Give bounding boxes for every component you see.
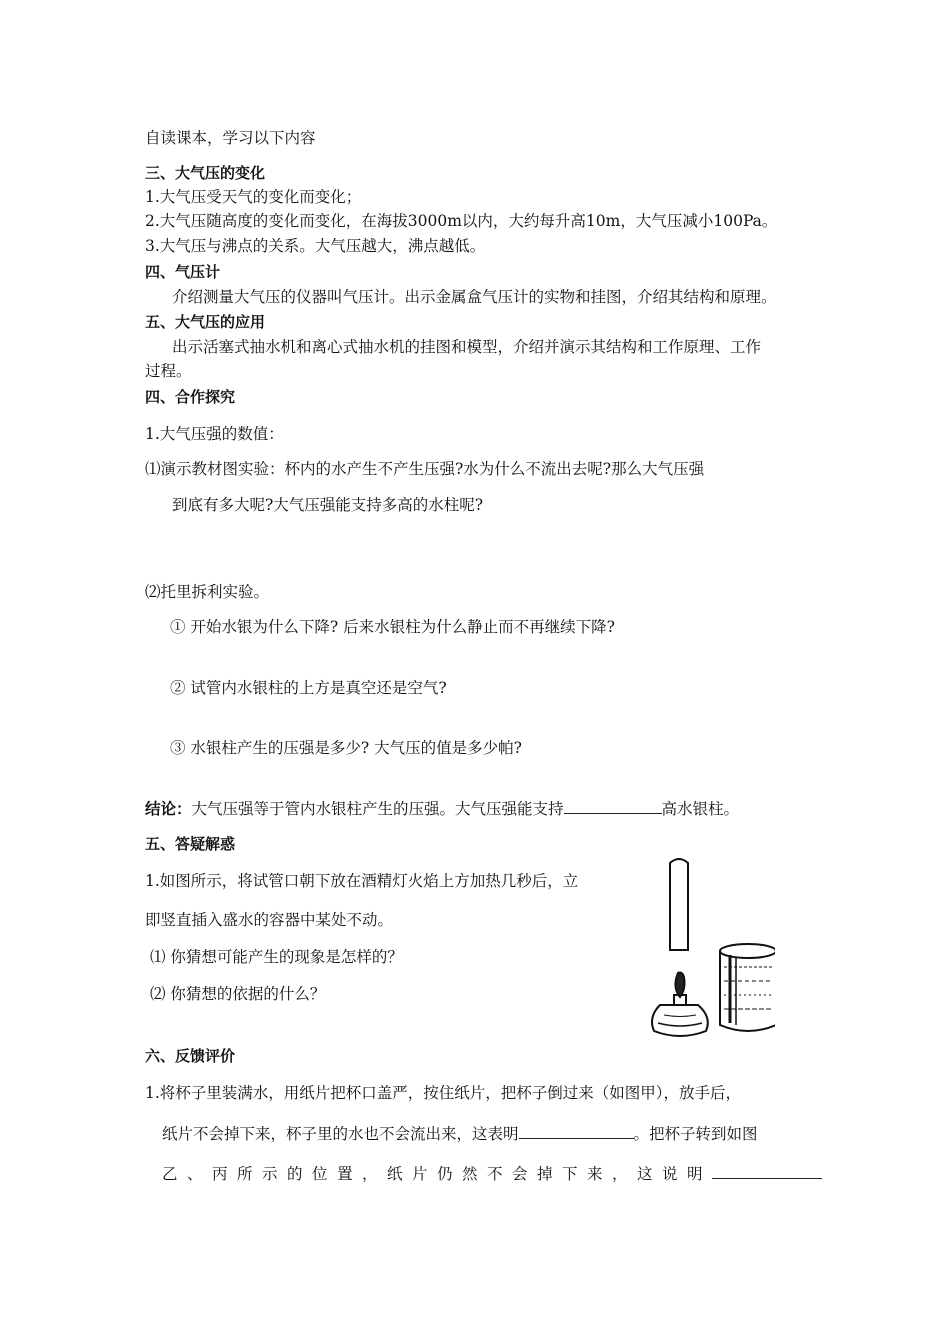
inquiry-p1-line-1: ⑴演示教材图实验：杯内的水产生不产生压强?水为什么不流出去呢?那么大气压强 (145, 460, 705, 478)
conclusion-text: 大气压强等于管内水银柱产生的压强。大气压强能支持 (191, 800, 564, 818)
section-4-text: 介绍测量大气压的仪器叫气压计。出示金属盒气压计的实物和挂图，介绍其结构和原理。 (172, 288, 777, 306)
torricelli-question-3: ③ 水银柱产生的压强是多少? 大气压的值是多少帕? (170, 739, 522, 757)
feedback-line-2 (162, 1124, 758, 1144)
section-5-text-line-2: 过程。 (145, 362, 192, 380)
feedback-line-2-tail: 。把杯子转到如图 (633, 1125, 758, 1143)
section-3-title: 三、大气压的变化 (145, 164, 266, 182)
alcohol-lamp-icon (652, 973, 708, 1037)
feedback-line-1: 1.将杯子里装满水，用纸片把杯口盖严，按住纸片，把杯子倒过来（如图甲），放手后， (145, 1084, 742, 1102)
torricelli-question-2: ② 试管内水银柱的上方是真空还是空气? (170, 679, 447, 697)
conclusion-answer-blank[interactable] (564, 799, 662, 814)
beaker-icon (720, 944, 775, 1031)
inquiry-p2: ⑵托里拆利实验。 (145, 583, 270, 601)
test-tube-lamp-beaker-figure (640, 855, 775, 1045)
torricelli-question-1: ① 开始水银为什么下降? 后来水银柱为什么静止而不再继续下降? (170, 618, 615, 636)
feedback-answer-blank-2[interactable] (712, 1164, 822, 1179)
conclusion-tail: 高水银柱。 (661, 800, 740, 818)
qa-sub-2: ⑵ 你猜想的依据的什么？ (150, 985, 326, 1003)
inquiry-item-1: 1.大气压强的数值： (145, 425, 284, 443)
section-3-item-1: 1.大气压受天气的变化而变化； (145, 188, 362, 206)
section-4-title: 四、气压计 (145, 263, 221, 281)
conclusion-label: 结论： (145, 800, 192, 818)
conclusion-line (145, 799, 739, 819)
section-feedback-title: 六、反馈评价 (145, 1047, 236, 1065)
qa-sub-1: ⑴ 你猜想可能产生的现象是怎样的？ (150, 948, 403, 966)
section-3-item-2: 2.大气压随高度的变化而变化，在海拔3000m以内，大约每升高10m，大气压减小100Pa。 (145, 212, 778, 230)
section-5-text-line-1: 出示活塞式抽水机和离心式抽水机的挂图和模型，介绍并演示其结构和工作原理、工作 (172, 338, 762, 356)
inquiry-p1-line-2: 到底有多大呢?大气压强能支持多高的水柱呢? (172, 496, 484, 514)
feedback-line-3 (162, 1164, 822, 1184)
qa-line-2: 即竖直插入盛水的容器中某处不动。 (145, 911, 394, 929)
section-3-item-3: 3.大气压与沸点的关系。大气压越大，沸点越低。 (145, 237, 486, 255)
test-tube-icon (670, 859, 688, 950)
section-5-title: 五、大气压的应用 (145, 313, 266, 331)
feedback-line-3-text: 乙、丙所示的位置，纸片仍然不会掉下来，这说明 (162, 1165, 713, 1183)
feedback-line-2-text: 纸片不会掉下来，杯子里的水也不会流出来，这表明 (162, 1125, 519, 1143)
feedback-answer-blank-1[interactable] (519, 1124, 634, 1139)
intro-text: 自读课本，学习以下内容 (145, 129, 316, 147)
qa-line-1: 1.如图所示，将试管口朝下放在酒精灯火焰上方加热几秒后，立 (145, 872, 579, 890)
section-inquiry-title: 四、合作探究 (145, 388, 236, 406)
section-qa-title: 五、答疑解惑 (145, 835, 236, 853)
